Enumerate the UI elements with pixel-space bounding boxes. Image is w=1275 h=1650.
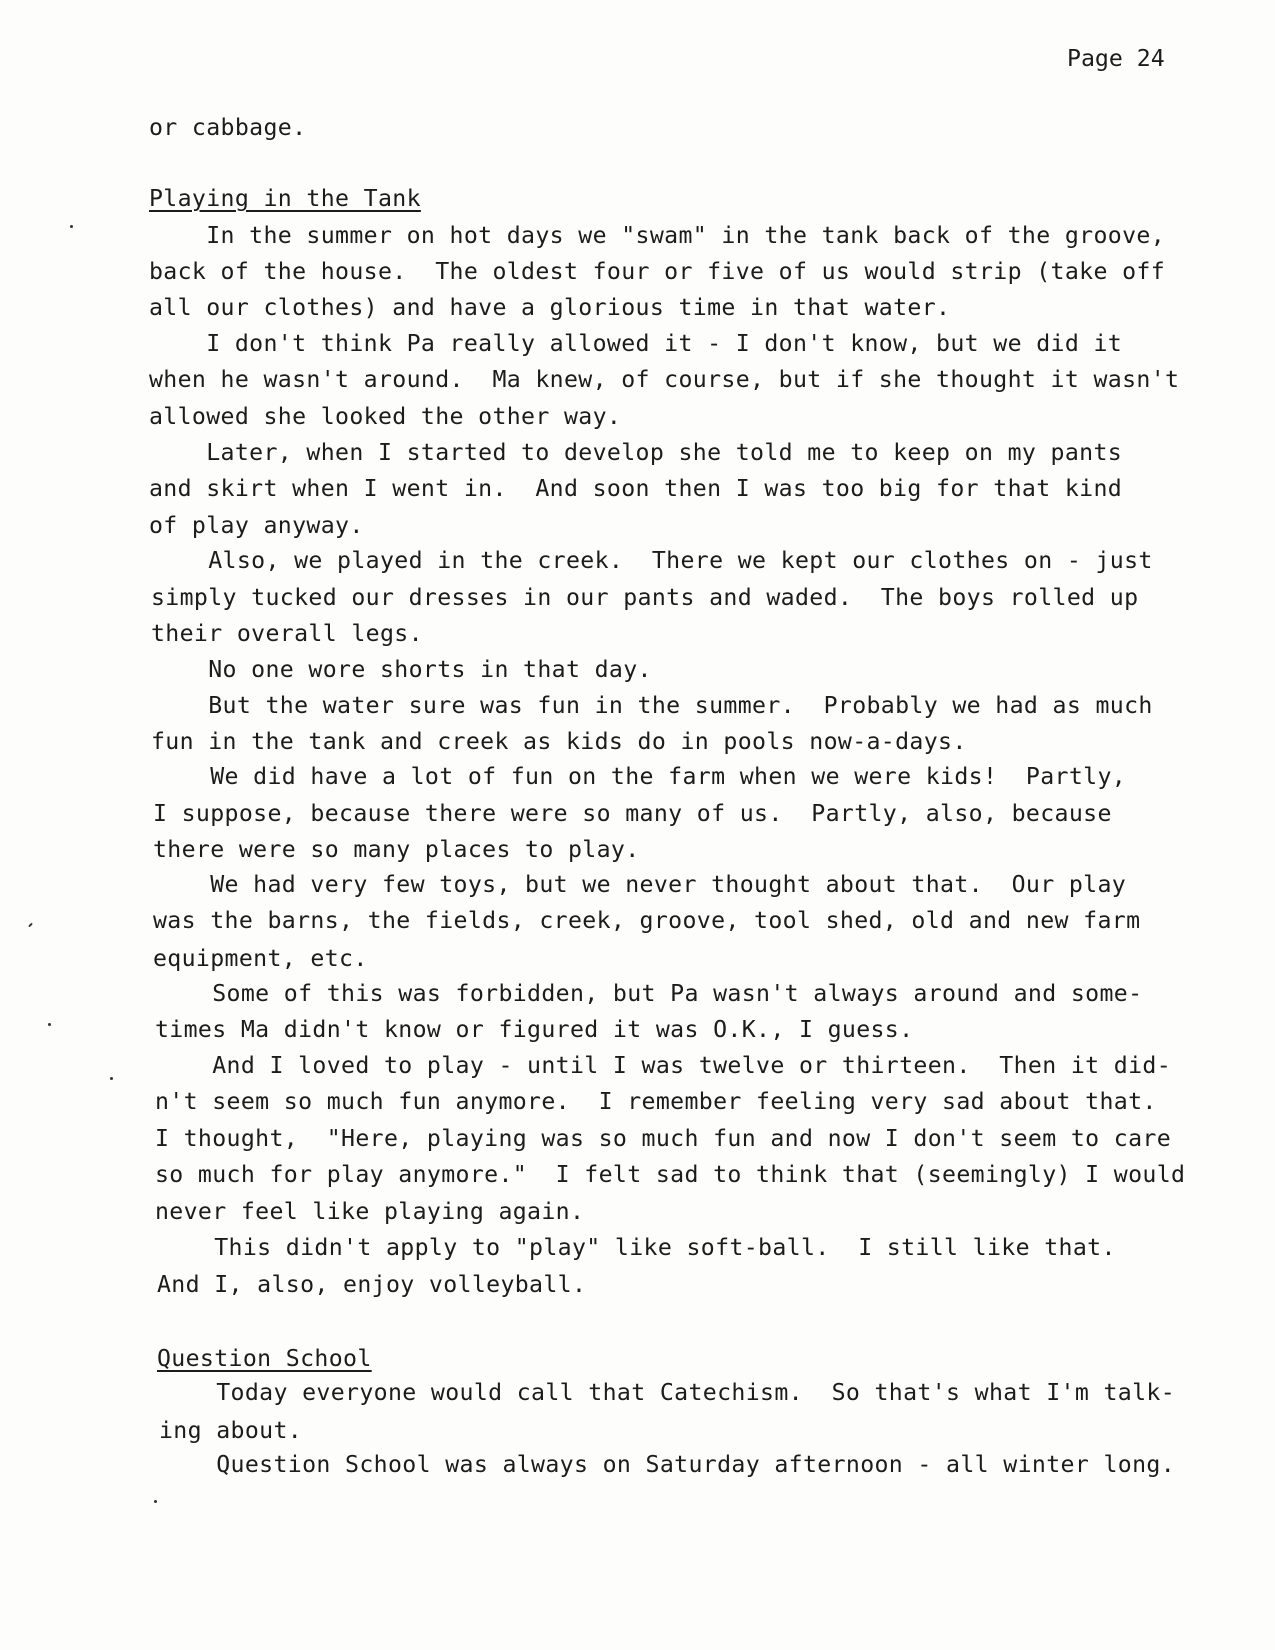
text-line: Later, when I started to develop she told me to keep on my pants	[149, 439, 1123, 466]
scan-speck	[70, 225, 73, 228]
text-line: there were so many places to play.	[153, 836, 640, 863]
section-heading-playing-in-the-tank: Playing in the Tank	[149, 185, 421, 212]
text-line: Also, we played in the creek. There we kept our clothes on - just	[151, 547, 1153, 574]
text-line: Question School was always on Saturday afternoon - all winter long.	[159, 1451, 1176, 1478]
text-line: equipment, etc.	[153, 945, 368, 972]
text-line: I suppose, because there were so many of us. Partly, also, because	[153, 800, 1112, 827]
text-line: No one wore shorts in that day.	[151, 656, 652, 683]
text-line: times Ma didn't know or figured it was O.K., I guess.	[155, 1016, 914, 1043]
text-line: And I loved to play - until I was twelve or thirteen. Then it did-	[155, 1052, 1172, 1079]
text-line: was the barns, the fields, creek, groove, tool shed, old and new farm	[153, 907, 1141, 934]
section-heading-question-school: Question School	[157, 1345, 372, 1372]
text-line: Today everyone would call that Catechism. So that's what I'm talk-	[159, 1379, 1176, 1406]
text-line: But the water sure was fun in the summer. Probably we had as much	[151, 692, 1153, 719]
text-line: allowed she looked the other way.	[149, 403, 622, 430]
text-line: when he wasn't around. Ma knew, of course, but if she thought it wasn't	[149, 366, 1180, 393]
page-number: Page 24	[1067, 45, 1165, 72]
scan-speck	[110, 1077, 113, 1080]
text-line: and skirt when I went in. And soon then I was too big for that kind	[149, 475, 1123, 502]
text-line: We did have a lot of fun on the farm when we were kids! Partly,	[153, 763, 1127, 790]
text-line: Some of this was forbidden, but Pa wasn't always around and some-	[155, 980, 1143, 1007]
text-line: all our clothes) and have a glorious time in that water.	[149, 294, 951, 321]
scan-speck	[154, 1500, 157, 1503]
text-line: I don't think Pa really allowed it - I don't know, but we did it	[149, 330, 1123, 357]
text-line: I thought, "Here, playing was so much fun and now I don't seem to care	[155, 1125, 1172, 1152]
text-line: ing about.	[159, 1417, 303, 1444]
text-line: In the summer on hot days we "swam" in the tank back of the groove,	[149, 222, 1166, 249]
scan-speck	[28, 923, 33, 928]
text-line: so much for play anymore." I felt sad to think that (seemingly) I would	[155, 1161, 1186, 1188]
scan-speck	[48, 1023, 51, 1026]
text-line: their overall legs.	[151, 620, 423, 647]
text-line: simply tucked our dresses in our pants and waded. The boys rolled up	[151, 584, 1139, 611]
text-line: or cabbage.	[149, 114, 307, 141]
text-line: And I, also, enjoy volleyball.	[157, 1271, 587, 1298]
text-line: We had very few toys, but we never thought about that. Our play	[153, 871, 1127, 898]
text-line: n't seem so much fun anymore. I remember feeling very sad about that.	[155, 1088, 1157, 1115]
text-line: back of the house. The oldest four or five of us would strip (take off	[149, 258, 1166, 285]
text-line: This didn't apply to "play" like soft-ball. I still like that.	[157, 1234, 1116, 1261]
text-line: of play anyway.	[149, 512, 364, 539]
text-line: fun in the tank and creek as kids do in pools now-a-days.	[151, 728, 967, 755]
text-line: never feel like playing again.	[155, 1198, 585, 1225]
